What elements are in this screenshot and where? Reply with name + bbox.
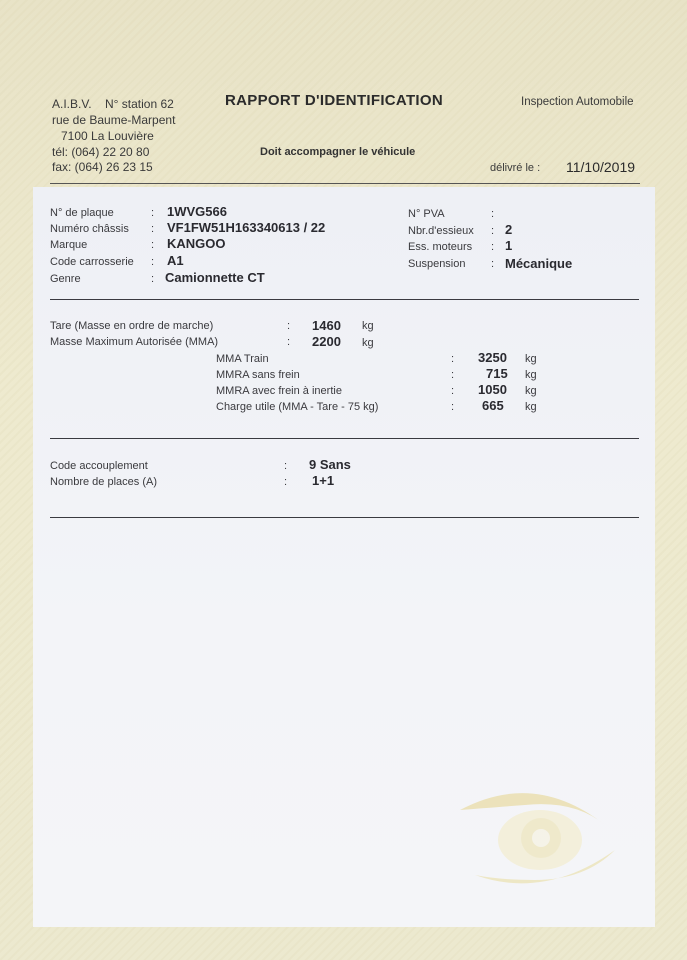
- station-name: A.I.B.V.: [52, 97, 92, 111]
- station-city: 7100 La Louvière: [61, 129, 154, 143]
- plate-label: N° de plaque: [50, 207, 114, 219]
- tare-value: 1460: [312, 318, 341, 333]
- charge-utile-unit: kg: [525, 401, 537, 413]
- mma-unit: kg: [362, 337, 374, 349]
- charge-utile-label: Charge utile (MMA - Tare - 75 kg): [216, 401, 379, 413]
- document-title: RAPPORT D'IDENTIFICATION: [225, 92, 443, 109]
- tare-unit: kg: [362, 320, 374, 332]
- body-code-colon: :: [151, 256, 155, 268]
- pva-colon: :: [491, 208, 495, 220]
- eye-logo-icon: [455, 780, 625, 890]
- coupling-label: Code accouplement: [50, 460, 148, 472]
- charge-utile-value: 665: [482, 398, 504, 413]
- mma-train-unit: kg: [525, 353, 537, 365]
- mma-colon: :: [287, 336, 291, 348]
- tare-colon: :: [287, 320, 291, 332]
- make-colon: :: [151, 239, 155, 251]
- pva-label: N° PVA: [408, 208, 445, 220]
- genre-label: Genre: [50, 273, 81, 285]
- suspension-label: Suspension: [408, 258, 466, 270]
- seats-label: Nombre de places (A): [50, 476, 157, 488]
- station-tel: tél: (064) 22 20 80: [52, 145, 150, 159]
- genre-value: Camionnette CT: [165, 270, 265, 285]
- mma-label: Masse Maximum Autorisée (MMA): [50, 336, 219, 348]
- mmra-avec-frein-colon: :: [451, 385, 455, 397]
- mmra-sans-frein-value: 715: [486, 366, 508, 381]
- axles-value: 2: [505, 222, 513, 237]
- mma-train-label: MMA Train: [216, 353, 269, 365]
- section-rule-1: [50, 299, 639, 300]
- mmra-avec-frein-label: MMRA avec frein à inertie: [216, 385, 342, 397]
- engines-label: Ess. moteurs: [408, 241, 473, 253]
- suspension-colon: :: [491, 258, 495, 270]
- section-rule-3: [50, 517, 639, 518]
- tare-label: Tare (Masse en ordre de marche): [50, 320, 214, 332]
- section-rule-2: [50, 438, 639, 439]
- make-label: Marque: [50, 239, 88, 251]
- organization-name: Inspection Automobile: [521, 96, 634, 108]
- header-rule: [50, 183, 640, 184]
- chassis-colon: :: [151, 223, 155, 235]
- mma-value: 2200: [312, 334, 341, 349]
- issued-date: 11/10/2019: [566, 159, 636, 175]
- accompany-notice: Doit accompagner le véhicule: [260, 146, 416, 158]
- axles-colon: :: [491, 225, 495, 237]
- chassis-value: VF1FW51H163340613 / 22: [167, 220, 326, 235]
- coupling-value: 9 Sans: [309, 457, 351, 472]
- station-number: N° station 62: [105, 97, 174, 111]
- mmra-avec-frein-value: 1050: [478, 382, 507, 397]
- mmra-sans-frein-label: MMRA sans frein: [216, 369, 300, 381]
- body-code-label: Code carrosserie: [50, 256, 134, 268]
- charge-utile-colon: :: [451, 401, 455, 413]
- axles-label: Nbr.d'essieux: [408, 225, 474, 237]
- coupling-colon: :: [284, 460, 288, 472]
- genre-colon: :: [151, 273, 155, 285]
- engines-colon: :: [491, 241, 495, 253]
- station-street: rue de Baume-Marpent: [52, 113, 176, 127]
- issued-label: délivré le :: [490, 162, 541, 174]
- make-value: KANGOO: [167, 236, 226, 251]
- seats-colon: :: [284, 476, 288, 488]
- suspension-value: Mécanique: [505, 256, 573, 271]
- mmra-avec-frein-unit: kg: [525, 385, 537, 397]
- chassis-label: Numéro châssis: [50, 223, 129, 235]
- engines-value: 1: [505, 238, 513, 253]
- plate-value: 1WVG566: [167, 204, 227, 219]
- body-code-value: A1: [167, 253, 184, 268]
- seats-value: 1+1: [312, 473, 335, 488]
- station-fax: fax: (064) 26 23 15: [52, 160, 153, 174]
- plate-colon: :: [151, 207, 155, 219]
- mma-train-value: 3250: [478, 350, 507, 365]
- mmra-sans-frein-unit: kg: [525, 369, 537, 381]
- mma-train-colon: :: [451, 353, 455, 365]
- mmra-sans-frein-colon: :: [451, 369, 455, 381]
